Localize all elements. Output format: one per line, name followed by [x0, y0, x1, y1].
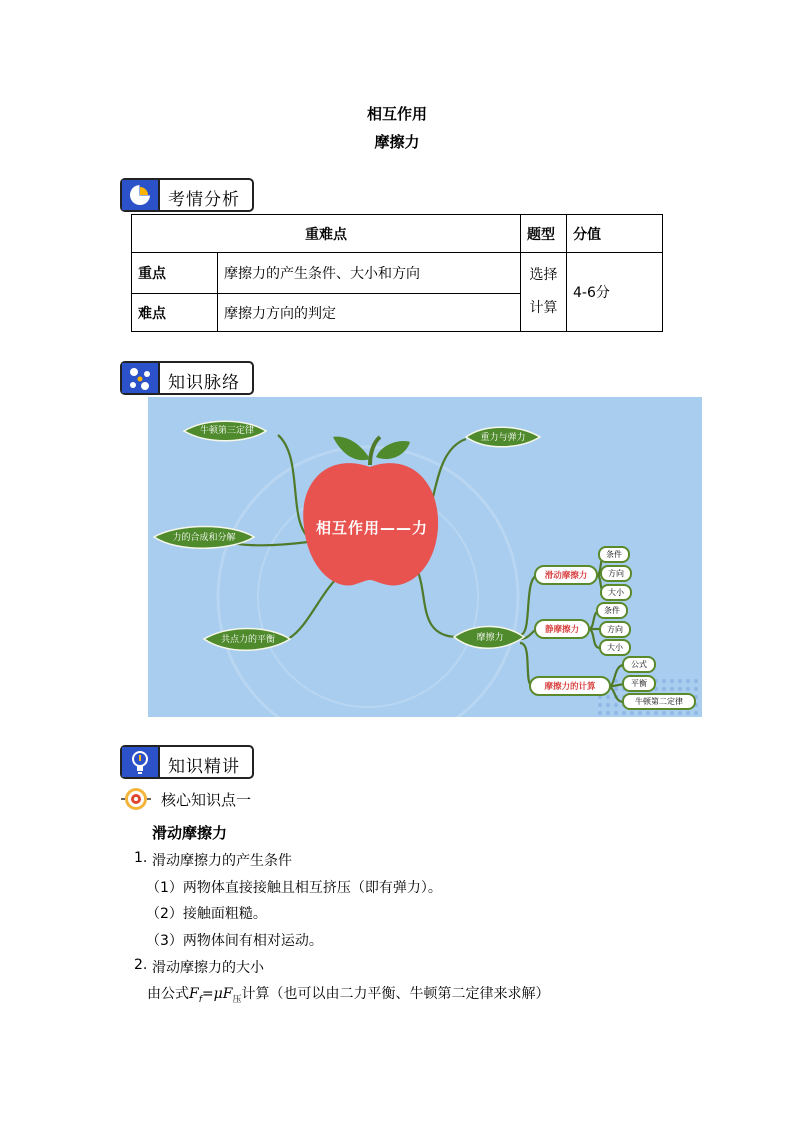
row-label-key: 重点	[132, 253, 218, 294]
target-icon	[120, 786, 152, 816]
row-content-key: 摩擦力的产生条件、大小和方向	[218, 253, 521, 294]
apple-illustration	[303, 437, 438, 586]
header-score: 分值	[567, 215, 663, 253]
leaf-balance: 平衡	[631, 679, 647, 688]
lightbulb-icon	[122, 747, 160, 777]
leaf-direction-1: 方向	[608, 569, 624, 578]
header-key-points: 重难点	[132, 215, 521, 253]
row-content-difficult: 摩擦力方向的判定	[218, 294, 521, 332]
leaf-condition-2: 条件	[604, 606, 620, 615]
header-type: 题型	[521, 215, 567, 253]
mind-map-center: 相互作用——力	[315, 519, 428, 537]
type-line-1: 选择	[529, 267, 558, 283]
topic-title: 滑动摩擦力	[152, 824, 228, 842]
sub-calc: 摩擦力的计算	[544, 682, 596, 692]
branch-newton: 牛顿第三定律	[199, 426, 254, 436]
formula-suffix: 计算（也可以由二力平衡、牛顿第二定律来求解）	[241, 986, 550, 1002]
condition-2: （2）接触面粗糙。	[146, 906, 267, 922]
network-icon	[122, 363, 160, 393]
formula-f: F	[189, 986, 199, 1002]
mind-map	[148, 397, 702, 717]
page-subtitle: 摩擦力	[374, 133, 420, 151]
formula-line	[147, 983, 549, 1005]
type-cell	[521, 253, 567, 332]
section-label: 知识精讲	[168, 757, 240, 777]
branch-gravity: 重力与弹力	[480, 433, 526, 443]
score-cell: 4-6分	[567, 253, 663, 332]
sub-static: 静摩擦力	[544, 625, 579, 635]
item-2-title: 滑动摩擦力的大小	[152, 960, 264, 976]
formula-f-sub: f	[198, 994, 202, 1005]
pie-chart-icon	[122, 180, 160, 210]
item-2-number: 2.	[134, 957, 148, 973]
branch-balance: 共点力的平衡	[220, 635, 275, 645]
leaf-condition-1: 条件	[606, 550, 622, 559]
analysis-table	[131, 214, 663, 332]
section-header-lecture	[120, 745, 254, 779]
condition-1: （1）两物体直接接触且相互挤压（即有弹力）。	[146, 880, 442, 896]
section-label: 考情分析	[168, 190, 240, 210]
row-label-difficult: 难点	[132, 294, 218, 332]
branch-friction: 摩擦力	[476, 633, 504, 643]
leaf-size-1: 大小	[608, 588, 624, 597]
leaf-size-2: 大小	[607, 643, 623, 652]
item-1-title: 滑动摩擦力的产生条件	[152, 853, 292, 869]
type-line-2: 计算	[529, 300, 558, 316]
formula-prefix: 由公式	[147, 986, 189, 1002]
section-header-analysis	[120, 178, 254, 212]
section-header-context	[120, 361, 254, 395]
formula-sub: 压	[232, 994, 242, 1005]
sub-sliding: 滑动摩擦力	[544, 571, 588, 581]
core-point-title: 核心知识点一	[161, 791, 252, 809]
leaf-newton2: 牛顿第二定律	[635, 697, 683, 706]
formula-eq: =	[201, 986, 214, 1002]
section-label: 知识脉络	[168, 373, 240, 393]
page-title: 相互作用	[366, 105, 427, 123]
leaf-formula: 公式	[631, 660, 647, 669]
formula-mu: μF	[213, 986, 233, 1002]
item-1-number: 1.	[134, 850, 148, 866]
branch-compose: 力的合成和分解	[172, 533, 236, 543]
condition-3: （3）两物体间有相对运动。	[146, 933, 323, 949]
leaf-direction-2: 方向	[607, 625, 623, 634]
